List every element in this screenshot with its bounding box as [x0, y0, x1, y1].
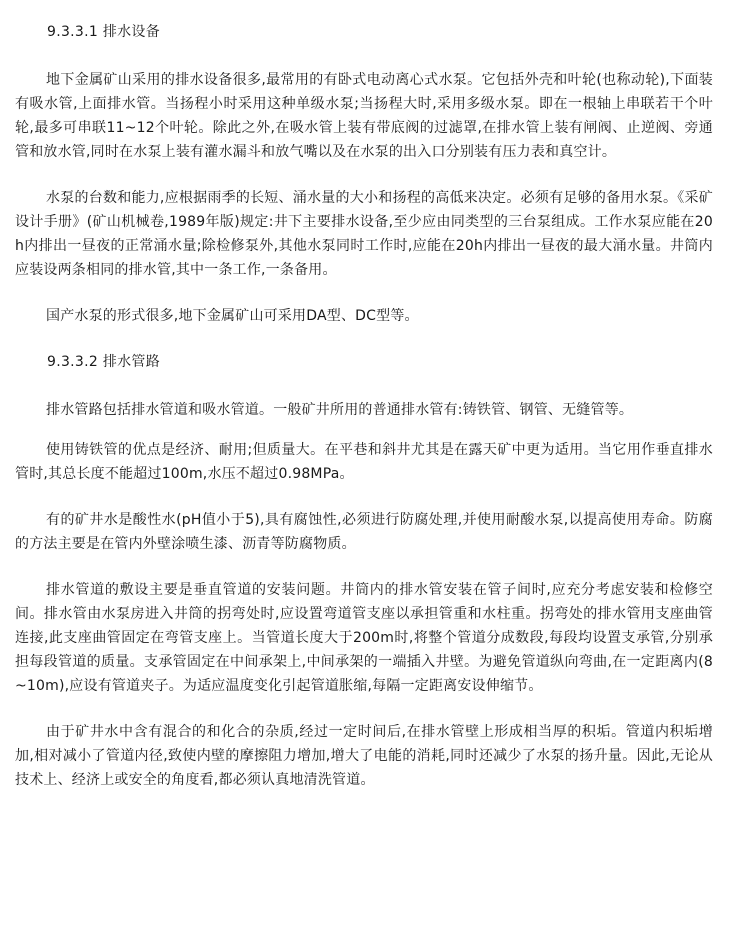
- paragraph-acid-water: 有的矿井水是酸性水(pH值小于5),具有腐蚀性,必须进行防腐处理,并使用耐酸水泵,以提高使用寿命。防腐的方法主要是在管内外壁涂喷生漆、沥青等防腐物质。: [15, 512, 713, 552]
- paragraph-pump-types: 国产水泵的形式很多,地下金属矿山可采用DA型、DC型等。: [46, 308, 419, 324]
- paragraph-pipe-cleaning: 由于矿井水中含有混合的和化合的杂质,经过一定时间后,在排水管壁上形成相当厚的积垢。管道内积垢增加,相对减小了管道内径,致使内壁的摩擦阻力增加,增大了电能的消耗,同时还减少了水泵的扬升量。因此,无论从技术上、经济上或安全的角度看,都必须认真地清洗管道。: [15, 724, 713, 788]
- section-heading-drainage-pipeline: 9.3.3.2 排水管路: [47, 354, 161, 370]
- paragraph-pump-structure: 地下金属矿山采用的排水设备很多,最常用的有卧式电动离心式水泵。它包括外壳和叶轮(也称动轮),下面装有吸水管,上面排水管。当扬程小时采用这种单级水泵;当扬程大时,采用多级水泵。即在一根轴上串联若干个叶轮,最多可串联11~12个叶轮。除此之外,在吸水管上装有带底阀的过滤罩,在排水管上装有闸阀、止逆阀、旁通管和放水管,同时在水泵上装有灌水漏斗和放气嘴以及在水泵的出入口分别装有压力表和真空计。: [15, 72, 713, 160]
- paragraph-pipe-installation: 排水管道的敷设主要是垂直管道的安装问题。井筒内的排水管安装在管子间时,应充分考虑安装和检修空间。排水管由水泵房进入井筒的拐弯处时,应设置弯道管支座以承担管重和水柱重。拐弯处的排水管用支座曲管连接,此支座曲管固定在弯管支座上。当管道长度大于200m时,将整个管道分成数段,每段均设置支承管,分别承担每段管道的质量。支承管固定在中间承架上,中间承架的一端插入井壁。为避免管道纵向弯曲,在一定距离内(8~10m),应设有管道夹子。为适应温度变化引起管道胀缩,每隔一定距离安设伸缩节。: [15, 582, 713, 694]
- paragraph-pump-capacity: 水泵的台数和能力,应根据雨季的长短、涌水量的大小和扬程的高低来决定。必须有足够的备用水泵。《采矿设计手册》(矿山机械卷,1989年版)规定:井下主要排水设备,至少应由同类型的三台泵组成。工作水泵应能在20h内排出一昼夜的正常涌水量;除检修泵外,其他水泵同时工作时,应能在20h内排出一昼夜的最大涌水量。井筒内应装设两条相同的排水管,其中一条工作,一条备用。: [15, 190, 713, 278]
- paragraph-pipeline-types: 排水管路包括排水管道和吸水管道。一般矿井所用的普通排水管有:铸铁管、钢管、无缝管等。: [46, 402, 634, 418]
- paragraph-cast-iron-pipe: 使用铸铁管的优点是经济、耐用;但质量大。在平巷和斜井尤其是在露天矿中更为适用。当它用作垂直排水管时,其总长度不能超过100m,水压不超过0.98MPa。: [15, 442, 713, 482]
- section-heading-drainage-equipment: 9.3.3.1 排水设备: [47, 24, 161, 40]
